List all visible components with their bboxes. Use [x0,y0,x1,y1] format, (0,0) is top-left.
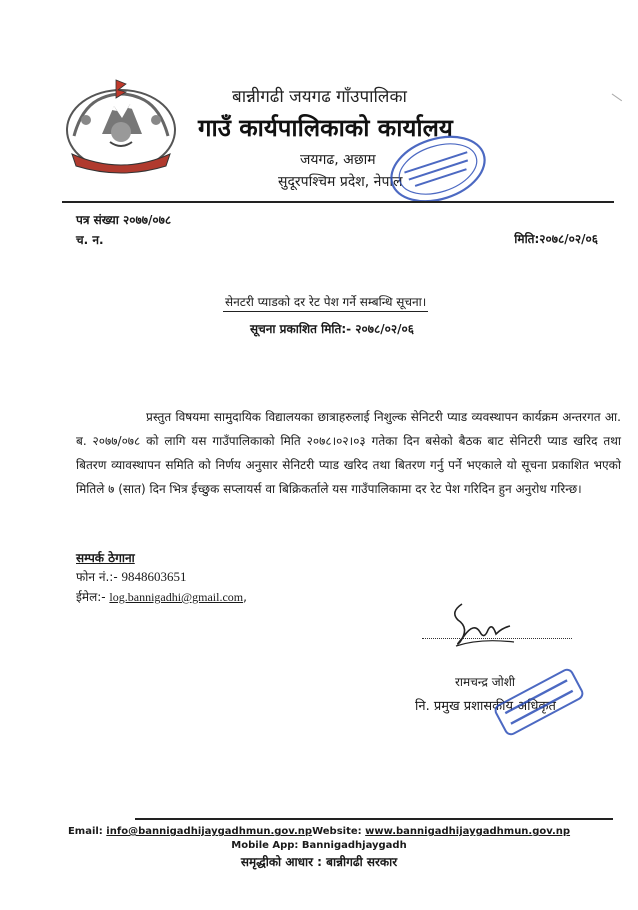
email-suffix: , [243,590,247,604]
office-province: सुदूरपश्चिम प्रदेश, नेपाल [278,174,403,190]
office-title: गाउँ कार्यपालिकाको कार्यालय [198,114,453,142]
signature-icon [440,598,520,654]
contact-phone [76,568,187,585]
footer-website-label: Website: [312,826,366,837]
phone-label: फोन नं.:- [76,570,122,584]
signatory-name: रामचन्द्र जोशी [455,675,515,689]
footer-mobile-app: Mobile App: Bannigadhjaygadh [231,840,407,851]
stray-mark [606,94,622,110]
published-date: सूचना प्रकाशित मिति:- २०७८/०२/०६ [250,322,414,336]
footer-website-link[interactable]: www.bannigadhijaygadhmun.gov.np [365,826,571,837]
signature-line [422,638,572,639]
footer-contact-line [0,826,638,837]
email-label: ईमेल:- [76,590,110,604]
footer-slogan: समृद्धीको आधार : बान्नीगढी सरकार [240,855,398,869]
contact-email [76,588,247,605]
footer-email-link[interactable]: info@bannigadhijaygadhmun.gov.np [106,826,313,837]
dispatch-number: च. न. [76,233,104,247]
office-location: जयगढ, अछाम [300,152,376,168]
footer-divider [135,818,613,820]
contact-heading: सम्पर्क ठेगाना [76,551,135,565]
notice-body: प्रस्तुत विषयमा सामुदायिक विद्यालयका छात्राहरुलाई निशुल्क सेनिटरी प्याड व्यवस्थापन कार्यक्रम अन्तरगत आ. ब. २०७७/०७८ को लागि यस गाउँपालिकाको मिति २०७८।०२।०३ गतेका दिन बसेको बैठक बाट सेनिटरी प्याड खरिद तथा बितरण व्यावस्थापन समिति को निर्णय अनुसार सेनिटरी प्याड खरिद तथा बितरण गर्नु पर्ने भएकाले यो सूचना प्रकाशित भएको मितिले ७ (सात) दिन भित्र ईच्छुक सप्लायर्स वा बिक्रिकर्ताले यस गाउँपालिकामा दर रेट पेश गरिदिन हुन अनुरोध गरिन्छ। [76,410,621,496]
signatory-designation: नि. प्रमुख प्रशासकीय अधिकृत [415,699,556,714]
signatory-stamp-icon [486,662,592,742]
letter-date: मिति:२०७८/०२/०६ [514,232,598,246]
municipality-name: बान्नीगढी जयगढ गाँउपालिका [232,87,407,107]
footer-email-label: Email: [67,826,107,837]
notice-subject: सेनटरी प्याडको दर रेट पेश गर्ने सम्बन्धि सूचना। [223,292,428,312]
office-stamp-icon [383,126,493,212]
nepal-emblem-icon [62,76,180,178]
header-divider [62,201,614,203]
email-link[interactable]: log.bannigadhi@gmail.com [109,590,244,604]
reference-number: पत्र संख्या २०७७/०७८ [76,213,172,227]
phone-number: 9848603651 [121,569,187,584]
